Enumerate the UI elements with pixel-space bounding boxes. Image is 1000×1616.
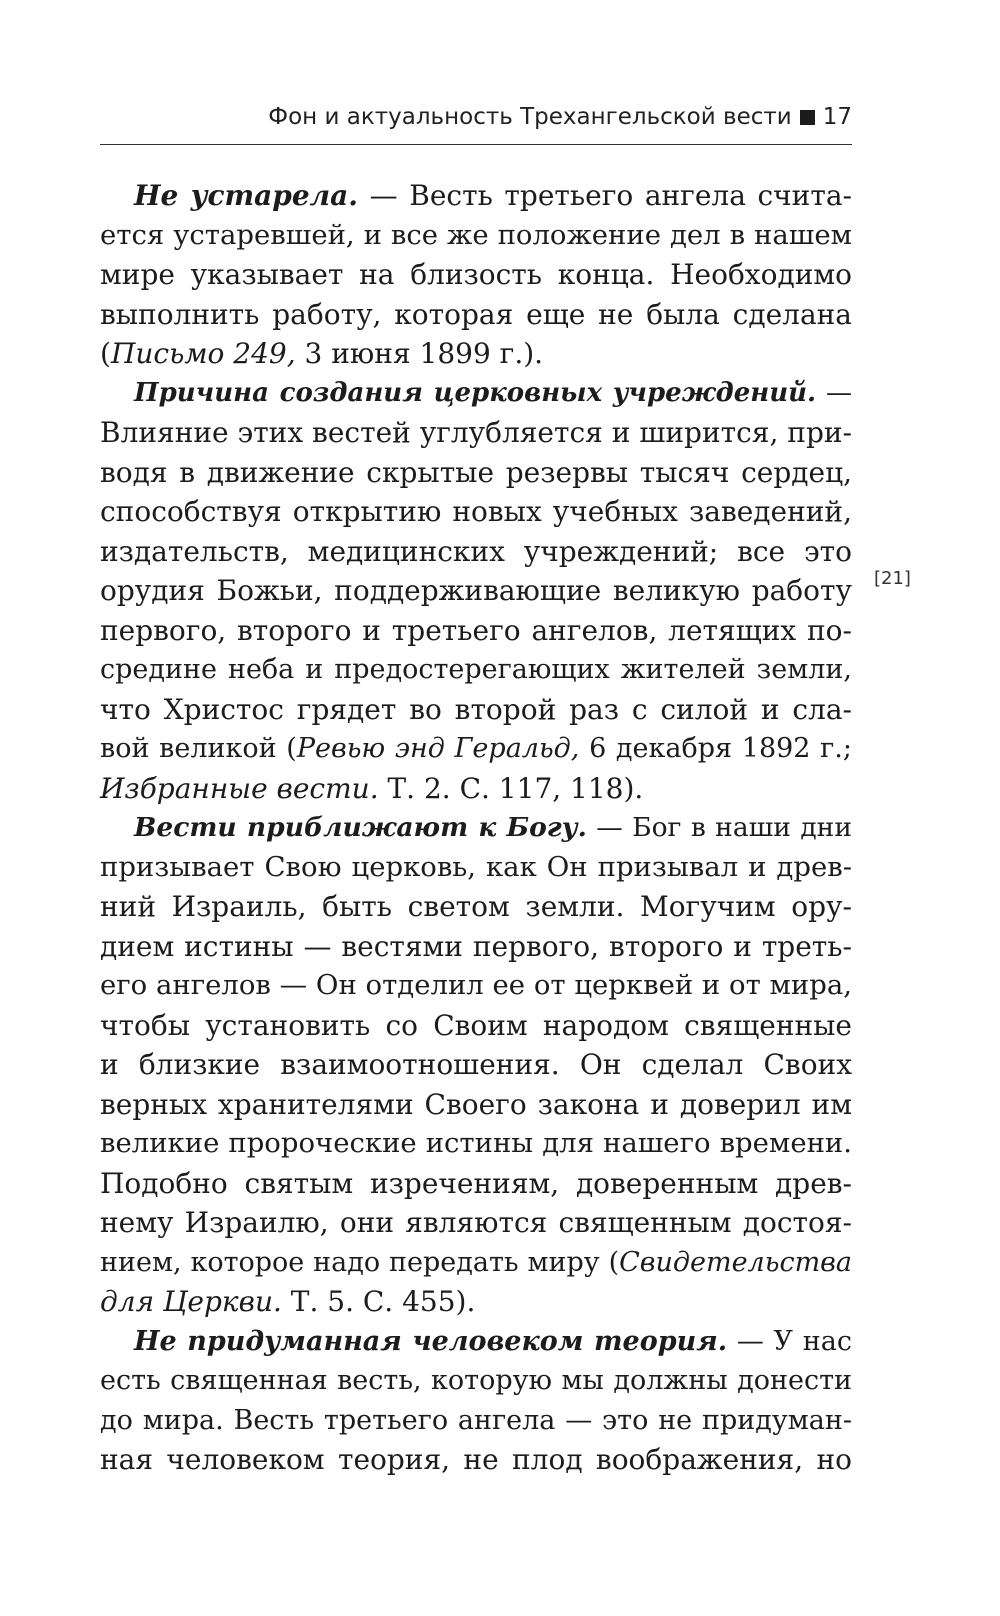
text-line: Подобно святым изречениям, доверенным древ- xyxy=(100,1166,852,1200)
text-line: Не придуманная человеком теория. — У нас xyxy=(134,1325,852,1357)
page-number: 17 xyxy=(822,104,852,130)
text-line: его ангелов — Он отделил ее от церквей и от мира, xyxy=(100,969,852,1001)
text-line: издательств, медицинских учреждений; все это xyxy=(100,534,852,568)
text-line: ний Израиль, быть светом земли. Могучим ору- xyxy=(100,890,852,923)
text-line: ется устаревшей, и все же положение дел в нашем xyxy=(100,218,852,251)
paragraph-heading: Не устарела. xyxy=(134,179,359,212)
text-line: (Письмо 249, 3 июня 1899 г.). xyxy=(100,337,544,370)
text-line: есть священная весть, которую мы должны донести xyxy=(100,1365,852,1396)
citation: Избранные вести. xyxy=(100,771,379,805)
text-line: Избранные вести. Т. 2. С. 117, 118). xyxy=(100,771,644,805)
citation: для Церкви. xyxy=(100,1285,282,1318)
citation: Ревью энд Геральд, xyxy=(296,733,580,764)
text-line: вой великой (Ревью энд Геральд, 6 декабря 1892 г.; xyxy=(100,733,852,764)
text-line: Не устарела. — Весть третьего ангела счита- xyxy=(134,179,852,212)
text-line: нему Израилю, они являются священным достоя- xyxy=(100,1206,852,1239)
square-bullet-icon xyxy=(800,110,815,125)
citation: Письмо 249, xyxy=(110,337,296,370)
text-line: Влияние этих вестей углубляется и ширится, при- xyxy=(100,416,852,449)
header-rule xyxy=(100,144,852,145)
text-line: ная человеком теория, не плод воображения, но xyxy=(100,1443,852,1476)
running-title: Фон и актуальность Трехангельской вести xyxy=(268,104,792,130)
text-line: водя в движение скрытые резервы тысяч сердец, xyxy=(100,455,852,489)
body-text xyxy=(100,176,852,1480)
text-line: чтобы установить со Своим народом священные xyxy=(100,1008,852,1042)
text-line: дием истины — вестями первого, второго и треть- xyxy=(100,929,852,963)
text-line: великие пророческие истины для нашего времени. xyxy=(100,1127,852,1159)
text-line: до мира. Весть третьего ангела — это не придуман- xyxy=(100,1404,852,1436)
running-header xyxy=(100,104,852,130)
citation: Свидетельства xyxy=(619,1246,852,1278)
marginal-page-reference: [21] xyxy=(874,568,911,589)
text-line: нием, которое надо передать миру (Свидетельства xyxy=(100,1246,852,1278)
text-line: Причина создания церковных учреждений. — xyxy=(134,377,852,408)
text-line: первого, второго и третьего ангелов, летящих по- xyxy=(100,613,852,647)
text-line: и близкие взаимоотношения. Он сделал Своих xyxy=(100,1048,852,1081)
text-line: способствуя открытию новых учебных заведений, xyxy=(100,495,852,528)
text-line: для Церкви. Т. 5. С. 455). xyxy=(100,1285,476,1318)
text-line: мире указывает на близость конца. Необходимо xyxy=(100,258,852,291)
text-line: верных хранителями Своего закона и доверил им xyxy=(100,1087,852,1121)
text-line: призывает Свою церковь, как Он призывал и древ- xyxy=(100,850,852,883)
text-line: выполнить работу, которая еще не была сделана xyxy=(100,297,852,331)
paragraph-heading: Причина создания церковных учреждений. xyxy=(134,377,817,408)
text-line: орудия Божьи, поддерживающие великую работу xyxy=(100,574,852,607)
text-line: Вести приближают к Богу. — Бог в наши дни xyxy=(134,812,852,843)
text-line: средине неба и предостерегающих жителей земли, xyxy=(100,654,852,685)
text-line: что Христос грядет во второй раз с силой и сла- xyxy=(100,692,852,726)
paragraph-heading: Вести приближают к Богу. xyxy=(134,812,587,843)
paragraph-heading: Не придуманная человеком теория. xyxy=(134,1325,728,1357)
